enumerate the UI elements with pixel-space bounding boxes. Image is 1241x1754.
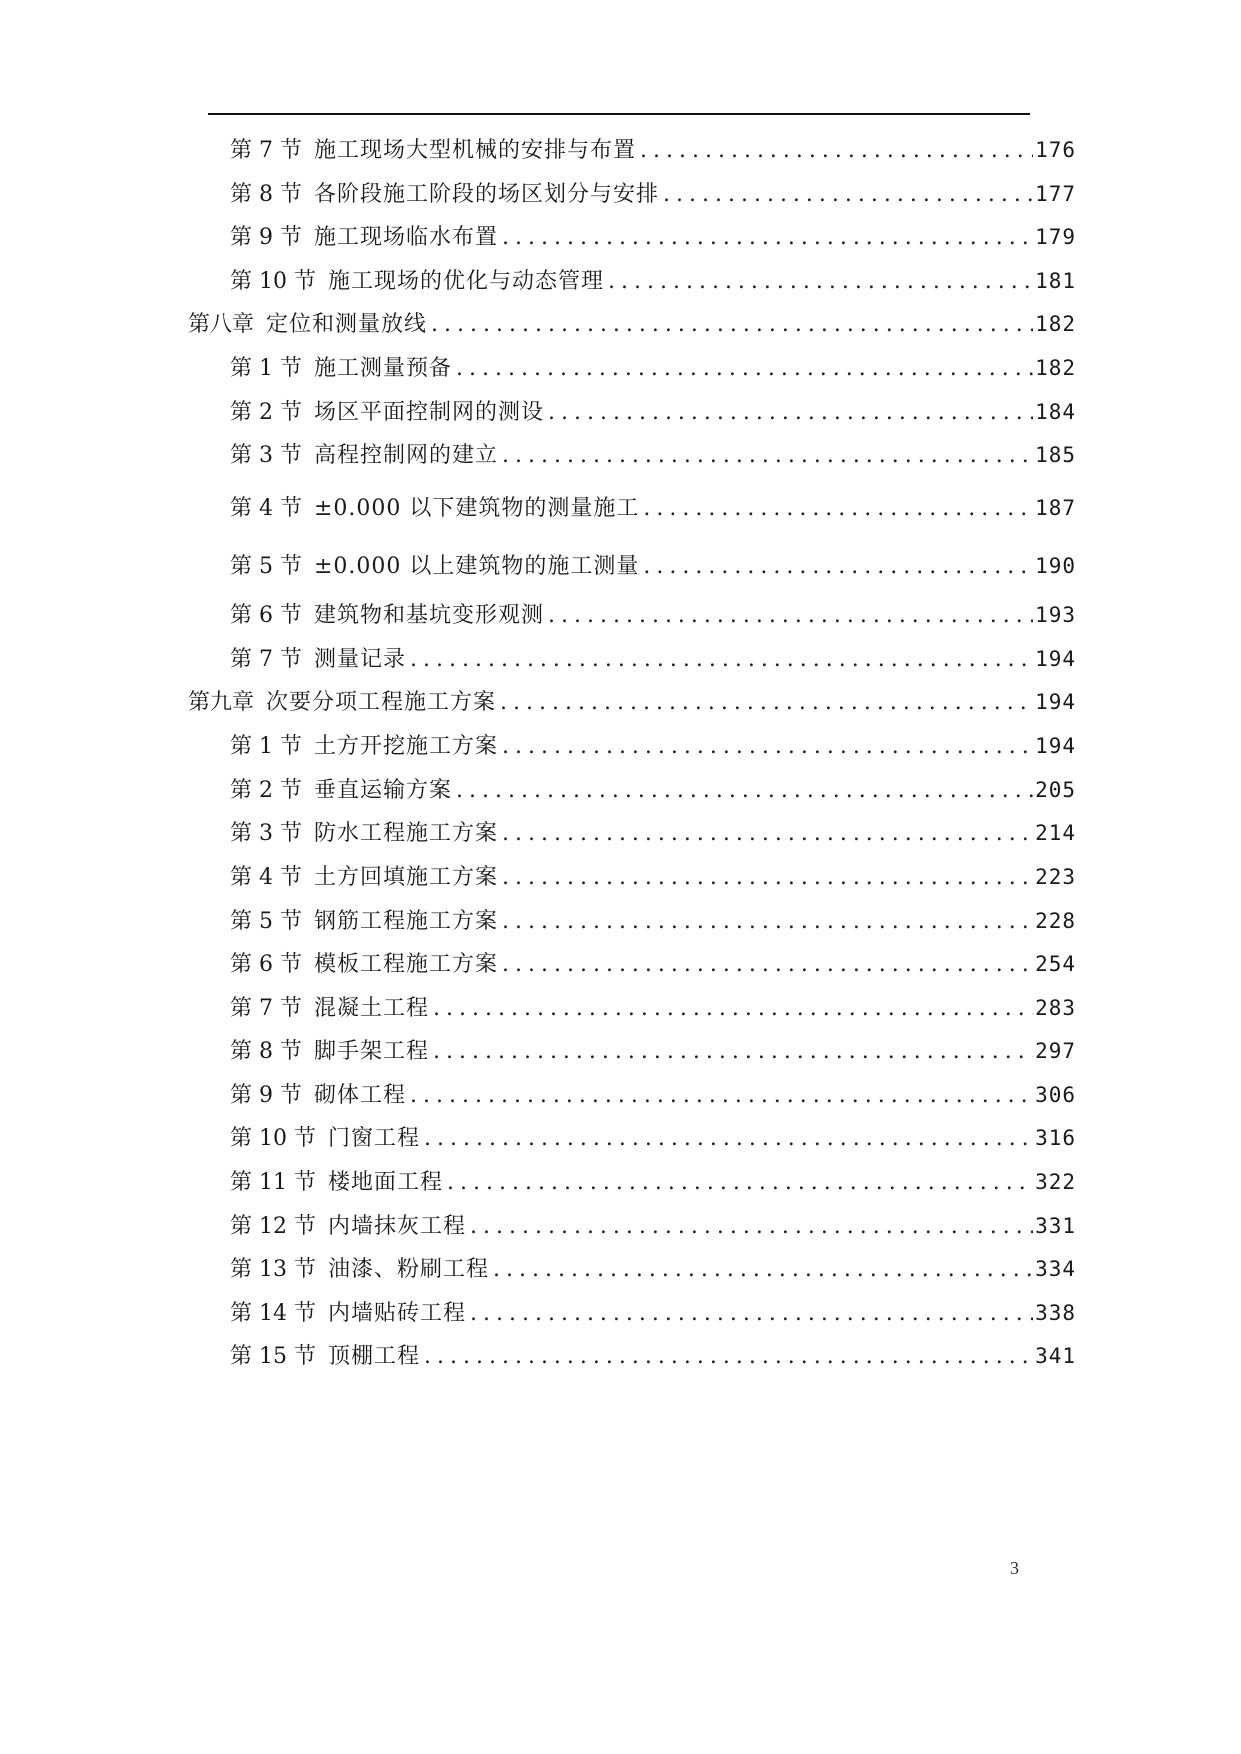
toc-entry[interactable] (230, 860, 1076, 894)
toc-entry[interactable] (188, 685, 1076, 719)
toc-entry-title: 内墙抹灰工程 (327, 1214, 466, 1239)
toc-entry[interactable] (230, 491, 1076, 525)
dot-leader (548, 599, 1033, 633)
toc-entry-page: 228 (1035, 909, 1076, 933)
dot-leader (502, 948, 1033, 982)
toc-entry-page: 341 (1035, 1344, 1076, 1368)
toc-entry-number: 第 5 节 (230, 554, 302, 579)
toc-entry-page: 193 (1035, 603, 1076, 627)
toc-entry-title: 施工现场临水布置 (313, 225, 498, 250)
toc-entry[interactable] (230, 1339, 1076, 1373)
toc-entry-number: 第 15 节 (230, 1344, 316, 1369)
toc-entry-number: 第 11 节 (230, 1170, 316, 1195)
dot-leader (410, 643, 1033, 677)
toc-entry-page: 176 (1035, 138, 1076, 162)
dot-leader (424, 1122, 1033, 1156)
toc-entry[interactable] (230, 1121, 1076, 1155)
toc-entry-page: 334 (1035, 1257, 1076, 1281)
dot-leader (608, 265, 1033, 299)
toc-entry-number: 第 6 节 (230, 952, 302, 977)
toc-entry-number: 第 3 节 (230, 443, 302, 468)
toc-entry-page: 185 (1035, 443, 1076, 467)
toc-entry-number: 第 2 节 (230, 400, 302, 425)
toc-entry-page: 177 (1035, 182, 1076, 206)
toc-entry-title: 建筑物和基坑变形观测 (313, 603, 544, 628)
dot-leader (410, 1079, 1033, 1113)
toc-entry[interactable] (230, 598, 1076, 632)
toc-entry-title: 土方开挖施工方案 (313, 734, 498, 759)
dot-leader (548, 396, 1033, 430)
toc-entry-number: 第八章 (188, 312, 255, 337)
dot-leader (433, 1035, 1033, 1069)
toc-entry-number: 第 1 节 (230, 734, 302, 759)
dot-leader (470, 1210, 1033, 1244)
dot-leader (640, 134, 1033, 168)
toc-entry[interactable] (230, 1252, 1076, 1286)
toc-entry-number: 第 4 节 (230, 496, 302, 521)
toc-entry-title: 楼地面工程 (327, 1170, 443, 1195)
toc-entry-page: 322 (1035, 1170, 1076, 1194)
toc-entry-title: ±0.000 以下建筑物的测量施工 (313, 496, 640, 521)
toc-entry[interactable] (230, 351, 1076, 385)
dot-leader (502, 221, 1033, 255)
dot-leader (502, 817, 1033, 851)
toc-entry-number: 第 6 节 (230, 603, 302, 628)
toc-entry-page: 179 (1035, 225, 1076, 249)
toc-entry[interactable] (230, 1209, 1076, 1243)
dot-leader (663, 178, 1033, 212)
toc-entry-title: 门窗工程 (327, 1126, 420, 1151)
dot-leader (424, 1340, 1033, 1374)
toc-entry[interactable] (230, 904, 1076, 938)
toc-entry[interactable] (188, 307, 1076, 341)
toc-entry[interactable] (230, 1078, 1076, 1112)
toc-entry-number: 第 10 节 (230, 1126, 316, 1151)
toc-entry-title: 各阶段施工阶段的场区划分与安排 (313, 182, 659, 207)
toc-entry[interactable] (230, 1165, 1076, 1199)
toc-entry[interactable] (230, 642, 1076, 676)
toc-entry[interactable] (230, 177, 1076, 211)
toc-entry-number: 第 9 节 (230, 225, 302, 250)
toc-entry-title: 砌体工程 (313, 1083, 406, 1108)
toc-entry[interactable] (230, 1296, 1076, 1330)
dot-leader (456, 774, 1033, 808)
toc-entry-number: 第 1 节 (230, 356, 302, 381)
dot-leader (502, 861, 1033, 895)
toc-entry[interactable] (230, 438, 1076, 472)
toc-entry-number: 第 8 节 (230, 1039, 302, 1064)
dot-leader (500, 686, 1033, 720)
toc-entry-page: 223 (1035, 865, 1076, 889)
toc-entry-title: 施工现场的优化与动态管理 (327, 269, 604, 294)
dot-leader (502, 439, 1033, 473)
dot-leader (431, 308, 1033, 342)
toc-entry-title: 模板工程施工方案 (313, 952, 498, 977)
toc-entry-title: 内墙贴砖工程 (327, 1301, 466, 1326)
toc-entry-page: 187 (1035, 496, 1076, 520)
dot-leader (456, 352, 1033, 386)
toc-entry-number: 第 5 节 (230, 909, 302, 934)
toc-entry-page: 194 (1035, 647, 1076, 671)
toc-entry-title: ±0.000 以上建筑物的施工测量 (313, 554, 640, 579)
toc-entry[interactable] (230, 549, 1076, 583)
toc-entry-title: 高程控制网的建立 (313, 443, 498, 468)
toc-entry-title: 防水工程施工方案 (313, 821, 498, 846)
toc-entry-number: 第 8 节 (230, 182, 302, 207)
toc-entry-title: 测量记录 (313, 647, 406, 672)
toc-entry-page: 182 (1035, 312, 1076, 336)
page-number: 3 (1010, 1558, 1019, 1578)
toc-entry-number: 第 7 节 (230, 138, 302, 163)
toc-entry[interactable] (230, 264, 1076, 298)
dot-leader (493, 1253, 1033, 1287)
dot-leader (502, 730, 1033, 764)
toc-entry-page: 316 (1035, 1126, 1076, 1150)
toc-entry-number: 第 7 节 (230, 996, 302, 1021)
dot-leader (447, 1166, 1033, 1200)
toc-entry-title: 次要分项工程施工方案 (266, 690, 497, 715)
toc-entry-number: 第 2 节 (230, 778, 302, 803)
toc-entry-title: 场区平面控制网的测设 (313, 400, 544, 425)
toc-entry-number: 第 14 节 (230, 1301, 316, 1326)
toc-entry-number: 第九章 (188, 690, 255, 715)
toc-entry-page: 331 (1035, 1214, 1076, 1238)
toc-entry-page: 297 (1035, 1039, 1076, 1063)
toc-entry-page: 283 (1035, 996, 1076, 1020)
toc-entry-page: 254 (1035, 952, 1076, 976)
toc-entry-title: 钢筋工程施工方案 (313, 909, 498, 934)
toc-entry-number: 第 12 节 (230, 1214, 316, 1239)
toc-entry-number: 第 4 节 (230, 865, 302, 890)
toc-entry-title: 油漆、粉刷工程 (327, 1257, 489, 1282)
toc-entry-title: 施工测量预备 (313, 356, 452, 381)
toc-entry[interactable] (230, 816, 1076, 850)
toc-entry-title: 脚手架工程 (313, 1039, 429, 1064)
toc-entry-page: 181 (1035, 269, 1076, 293)
toc-entry[interactable] (230, 729, 1076, 763)
dot-leader (470, 1297, 1033, 1331)
toc-entry-number: 第 10 节 (230, 269, 316, 294)
toc-entry-title: 垂直运输方案 (313, 778, 452, 803)
toc-entry-number: 第 13 节 (230, 1257, 316, 1282)
dot-leader (643, 492, 1033, 526)
toc-entry[interactable] (230, 947, 1076, 981)
toc-entry-page: 338 (1035, 1301, 1076, 1325)
toc-entry-title: 混凝土工程 (313, 996, 429, 1021)
toc-entry-page: 194 (1035, 734, 1076, 758)
toc-entry[interactable] (230, 133, 1076, 167)
dot-leader (643, 550, 1033, 584)
toc-entry[interactable] (230, 773, 1076, 807)
toc-entry-title: 施工现场大型机械的安排与布置 (313, 138, 636, 163)
toc-entry-title: 顶棚工程 (327, 1344, 420, 1369)
toc-entry-page: 205 (1035, 778, 1076, 802)
dot-leader (502, 905, 1033, 939)
toc-entry[interactable] (230, 395, 1076, 429)
toc-entry-page: 194 (1035, 690, 1076, 714)
toc-entry-page: 306 (1035, 1083, 1076, 1107)
toc-entry-number: 第 9 节 (230, 1083, 302, 1108)
toc-entry-page: 190 (1035, 554, 1076, 578)
toc-entry[interactable] (230, 220, 1076, 254)
toc-entry-number: 第 3 节 (230, 821, 302, 846)
toc-entry-number: 第 7 节 (230, 647, 302, 672)
toc-entry-title: 土方回填施工方案 (313, 865, 498, 890)
toc-entry-page: 182 (1035, 356, 1076, 380)
dot-leader (433, 992, 1033, 1026)
toc-entry[interactable] (230, 991, 1076, 1025)
toc-entry-page: 184 (1035, 400, 1076, 424)
toc-entry-page: 214 (1035, 821, 1076, 845)
toc-entry[interactable] (230, 1034, 1076, 1068)
toc-entry-title: 定位和测量放线 (266, 312, 428, 337)
